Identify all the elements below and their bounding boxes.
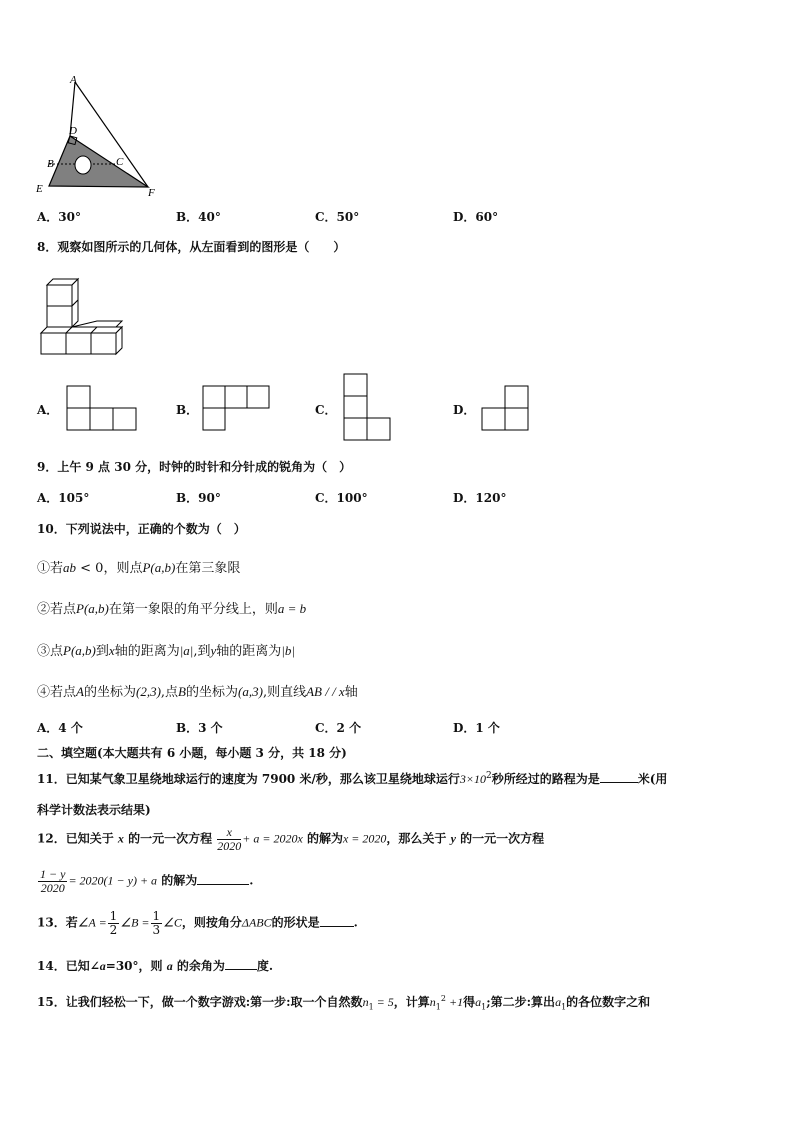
q7-option-b[interactable]: B．40° xyxy=(176,210,221,224)
section-heading: 二、填空题(本大题共有 6 小题，每小题 3 分，共 18 分) xyxy=(37,746,347,760)
q13-line: 13．若∠A = $\frac{1}{2}$ ∠B = $\frac{1}{3}$ ∠C，则按角分ΔABC的形状是 . xyxy=(37,909,358,937)
q8-option-a-figure[interactable] xyxy=(66,385,138,433)
label-e: E xyxy=(36,183,43,195)
q12-line-2: $\frac{1 - y}{2020}$ = 2020(1 − y) + a 的解为 . xyxy=(40,867,254,895)
label-b: B xyxy=(47,158,54,170)
shaded-triangle-def xyxy=(49,136,148,187)
q10-stem: 10．下列说法中，正确的个数为（ ） xyxy=(37,522,246,536)
circle-hole xyxy=(75,156,91,174)
triangle-figure xyxy=(30,72,170,200)
q9-option-c[interactable]: C．100° xyxy=(315,491,368,505)
q10-statement-2: ②若点P(a,b)在第一象限的角平分线上，则a = b xyxy=(37,601,307,617)
q8-option-a-letter[interactable]: A． xyxy=(37,403,59,417)
cube-solid-figure xyxy=(38,275,126,360)
q10-option-c[interactable]: C．2 个 xyxy=(315,721,362,735)
q12-answer-blank[interactable] xyxy=(197,872,249,885)
q8-option-d-figure[interactable] xyxy=(481,385,531,433)
q7-option-a[interactable]: A．30° xyxy=(37,210,82,224)
q9-option-b[interactable]: B．90° xyxy=(176,491,221,505)
q8-option-b-figure[interactable] xyxy=(202,385,274,433)
q9-option-a[interactable]: A．105° xyxy=(37,491,90,505)
q8-option-c-figure[interactable] xyxy=(343,373,395,443)
q10-statement-1: ①若ab < 0，则点P(a,b)在第三象限 xyxy=(37,560,241,576)
q10-option-a[interactable]: A．4 个 xyxy=(37,721,83,735)
q8-option-d-letter[interactable]: D． xyxy=(453,403,476,417)
q12-line-1: 12．已知关于 x 的一元一次方程 $\frac{x}{2020}$ + a = 2020x 的解为x = 2020，那么关于 y 的一元一次方程 xyxy=(37,825,545,853)
q11-answer-blank[interactable] xyxy=(600,770,638,783)
q8-option-b-letter[interactable]: B． xyxy=(176,403,199,417)
q7-option-d[interactable]: D．60° xyxy=(453,210,499,224)
q8-stem: 8．观察如图所示的几何体，从左面看到的图形是（ ） xyxy=(37,240,346,254)
q15-line: 15．让我们轻松一下，做一个数字游戏:第一步:取一个自然数$n_1 = 5$，计算$n_1^2 +1$得$a_1$;第二步:算出$a_1$的各位数字之和 xyxy=(37,994,651,1012)
q14-answer-blank[interactable] xyxy=(225,957,257,970)
q11-line-2: 科学计数法表示结果) xyxy=(37,803,151,817)
label-a: A xyxy=(70,74,77,86)
q9-stem: 9．上午 9 点 30 分，时钟的时针和分针成的锐角为（ ） xyxy=(37,460,352,474)
label-f: F xyxy=(148,187,155,199)
q10-statement-3: ③点P(a,b)到x轴的距离为|a|,到y轴的距离为|b| xyxy=(37,643,295,659)
q7-option-c[interactable]: C．50° xyxy=(315,210,360,224)
q8-option-c-letter[interactable]: C． xyxy=(315,403,337,417)
q10-statement-4: ④若点A的坐标为(2,3),点B的坐标为(a,3),则直线AB / / x轴 xyxy=(37,684,358,700)
q14-line: 14．已知∠a=30°，则 a 的余角为 度. xyxy=(37,959,274,973)
q13-answer-blank[interactable] xyxy=(320,914,354,927)
label-c: C xyxy=(116,156,124,168)
q9-option-d[interactable]: D．120° xyxy=(453,491,507,505)
q10-option-d[interactable]: D．1 个 xyxy=(453,721,500,735)
label-d: D xyxy=(69,125,77,137)
q11-line-1: 11．已知某气象卫星绕地球运行的速度为 7900 米/秒，那么该卫星绕地球运行$3\times 10^2$秒所经过的路程为是 米(用 xyxy=(37,771,668,786)
q10-option-b[interactable]: B．3 个 xyxy=(176,721,223,735)
